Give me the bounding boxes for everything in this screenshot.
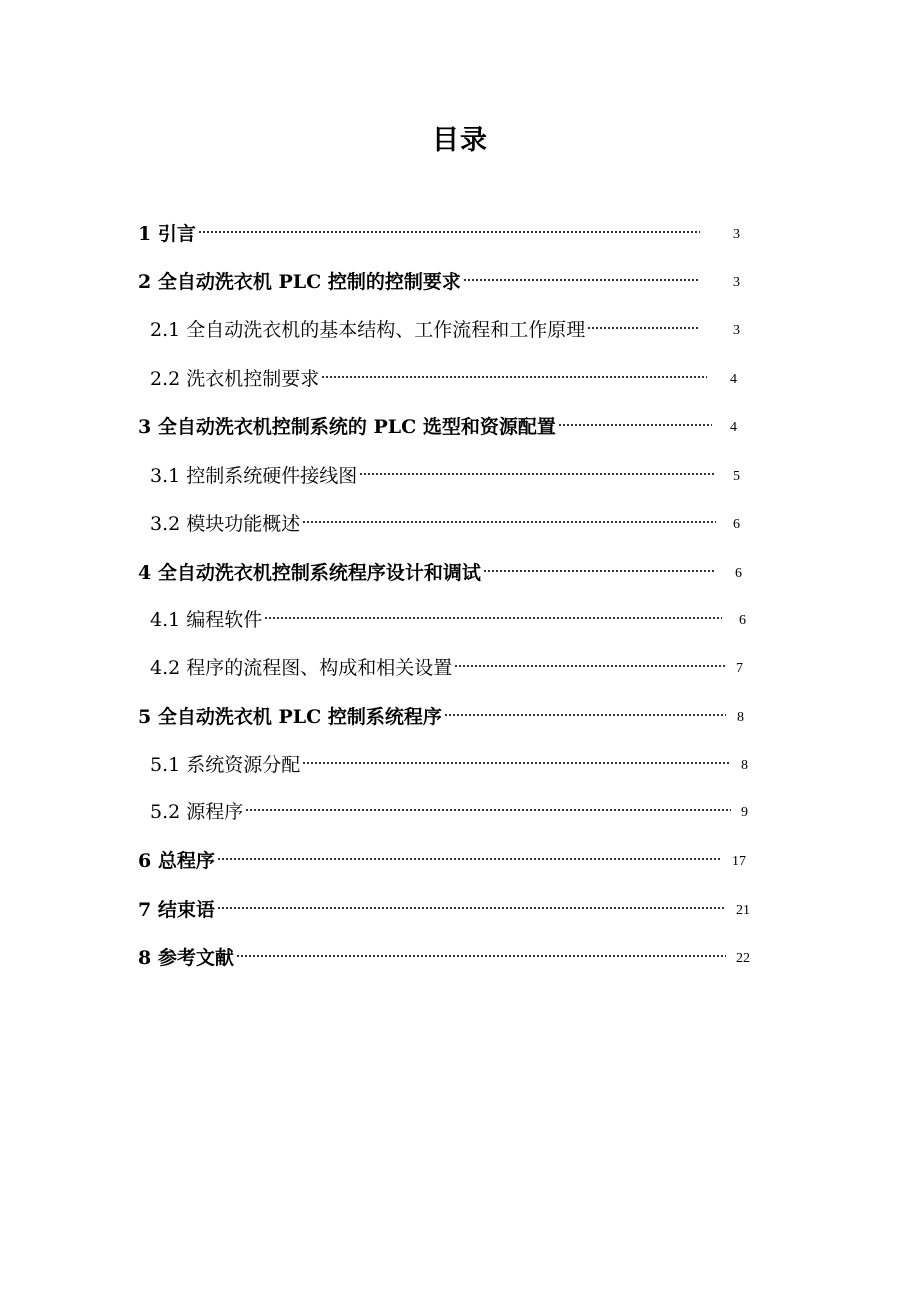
toc-leader-dots bbox=[483, 570, 716, 572]
toc-page-number: 8 bbox=[741, 758, 748, 773]
toc-entry[interactable] bbox=[150, 750, 900, 780]
toc-entry[interactable] bbox=[138, 895, 900, 925]
toc-leader-dots bbox=[245, 809, 731, 811]
toc-page-number: 6 bbox=[739, 613, 746, 628]
toc-leader-dots bbox=[264, 617, 722, 619]
toc-page-number: 6 bbox=[733, 517, 740, 532]
toc-entry[interactable] bbox=[150, 653, 900, 683]
toc-page-number: 3 bbox=[733, 275, 740, 290]
toc-leader-dots bbox=[454, 665, 726, 667]
toc-page-number: 22 bbox=[736, 951, 750, 966]
toc-entry-title: 5.1 系统资源分配 bbox=[150, 754, 301, 776]
toc-leader-dots bbox=[217, 907, 726, 909]
toc-entry[interactable] bbox=[150, 509, 900, 539]
toc-entry-title: 5.2 源程序 bbox=[150, 801, 244, 823]
toc-page-number: 5 bbox=[733, 469, 740, 484]
toc-entry-title: 1 引言 bbox=[138, 223, 196, 245]
toc-page-number: 9 bbox=[741, 805, 748, 820]
toc-entry-title: 4.2 程序的流程图、构成和相关设置 bbox=[150, 657, 453, 679]
toc-entry-title: 8 参考文献 bbox=[138, 947, 234, 969]
toc-entry[interactable] bbox=[150, 605, 900, 635]
toc-leader-dots bbox=[359, 473, 716, 475]
toc-entry-title: 4 全自动洗衣机控制系统程序设计和调试 bbox=[138, 562, 481, 584]
toc-entry-title: 5 全自动洗衣机 PLC 控制系统程序 bbox=[138, 706, 442, 728]
toc-entry-title: 4.1 编程软件 bbox=[150, 609, 263, 631]
toc-entry[interactable] bbox=[150, 461, 900, 491]
toc-entry[interactable] bbox=[138, 219, 900, 249]
toc-leader-dots bbox=[302, 762, 731, 764]
toc-leader-dots bbox=[217, 858, 721, 860]
toc-entry-title: 3.2 模块功能概述 bbox=[150, 513, 301, 535]
toc-entry[interactable] bbox=[138, 943, 900, 973]
toc-entry-title: 2 全自动洗衣机 PLC 控制的控制要求 bbox=[138, 271, 461, 293]
toc-entry[interactable] bbox=[150, 364, 900, 394]
toc-page-number: 4 bbox=[730, 420, 737, 435]
toc-page-number: 6 bbox=[735, 566, 742, 581]
toc-entry-title: 2.2 洗衣机控制要求 bbox=[150, 368, 320, 390]
toc-entry-title: 3 全自动洗衣机控制系统的 PLC 选型和资源配置 bbox=[138, 416, 556, 438]
toc-page-number: 8 bbox=[737, 710, 744, 725]
toc-leader-dots bbox=[558, 424, 712, 426]
toc-leader-dots bbox=[587, 327, 700, 329]
toc-entry[interactable] bbox=[150, 315, 900, 345]
toc-entry[interactable] bbox=[150, 797, 900, 827]
toc-page-number: 21 bbox=[736, 903, 750, 918]
toc-entry[interactable] bbox=[138, 846, 900, 876]
toc-entry-title: 6 总程序 bbox=[138, 850, 215, 872]
toc-page-number: 17 bbox=[732, 854, 746, 869]
toc-page-number: 3 bbox=[733, 323, 740, 338]
page-title: 目录 bbox=[432, 125, 488, 156]
toc-leader-dots bbox=[302, 521, 716, 523]
toc-page-number: 4 bbox=[730, 372, 737, 387]
toc-leader-dots bbox=[198, 231, 700, 233]
toc-leader-dots bbox=[236, 955, 726, 957]
toc-entry-title: 7 结束语 bbox=[138, 899, 215, 921]
toc-leader-dots bbox=[321, 376, 707, 378]
toc-entry[interactable] bbox=[138, 412, 900, 442]
toc-page-number: 3 bbox=[733, 227, 740, 242]
toc-leader-dots bbox=[444, 714, 726, 716]
toc-leader-dots bbox=[463, 279, 700, 281]
toc-entry[interactable] bbox=[138, 702, 900, 732]
toc-entry-title: 2.1 全自动洗衣机的基本结构、工作流程和工作原理 bbox=[150, 319, 586, 341]
toc-page-number: 7 bbox=[736, 661, 743, 676]
toc-entry-title: 3.1 控制系统硬件接线图 bbox=[150, 465, 358, 487]
toc-entry[interactable] bbox=[138, 267, 900, 297]
toc-entry[interactable] bbox=[138, 558, 900, 588]
